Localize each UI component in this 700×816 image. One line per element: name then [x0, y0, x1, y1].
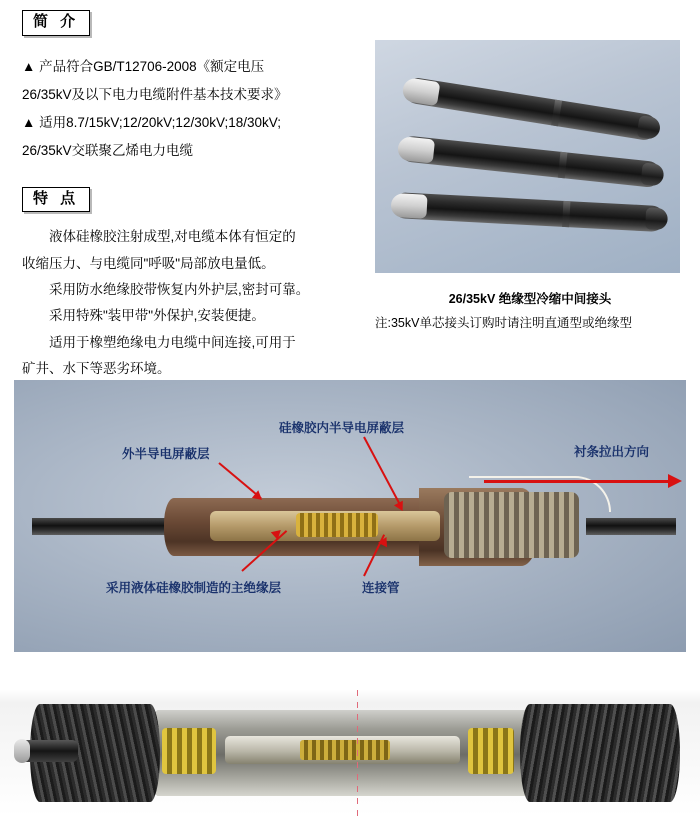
stress-cone-left [162, 728, 216, 774]
joint-end-cap [645, 207, 668, 230]
cable-right-shape [586, 518, 676, 535]
intro-heading: 简 介 [22, 10, 90, 36]
joint-body-shape [403, 76, 659, 142]
stress-cone-right [468, 728, 514, 774]
center-axis-line [357, 690, 358, 816]
photo-caption: 26/35kV 绝缘型冷缩中间接头 [448, 292, 612, 306]
label-pull-direction: 衬条拉出方向 [574, 445, 650, 459]
intro-item: ▲ 适用8.7/15kV;12/20kV;12/30kV;18/30kV; [22, 115, 282, 131]
joint-end-cap [636, 115, 661, 140]
connector-tube-shape [296, 513, 378, 537]
joint-body-shape [392, 192, 665, 232]
joint-white-tip [397, 136, 435, 164]
feature-line: 采用防水绝缘胶带恢复内外护层,密封可靠。 [49, 281, 310, 297]
label-connector: 连接管 [362, 581, 400, 595]
joint-body-shape [399, 135, 662, 188]
connector-tube-shape [300, 740, 390, 760]
joint-white-tip [390, 193, 427, 219]
features-list [22, 224, 364, 382]
photo-caption-note: 注:35kV单芯接头订购时请注明直通型或绝缘型 [375, 316, 632, 330]
joint-band [562, 201, 570, 227]
label-main-insulation: 采用液体硅橡胶制造的主绝缘层 [106, 581, 282, 595]
features-heading: 特 点 [22, 187, 90, 213]
features-heading-wrap [22, 187, 362, 213]
label-outer-shield: 外半导电屏蔽层 [122, 447, 210, 461]
cable-joint-sample [392, 192, 665, 232]
cable-joint-sample [403, 76, 659, 142]
label-inner-shield: 硅橡胶内半导电屏蔽层 [279, 421, 405, 435]
bottom-product-photo [0, 690, 700, 816]
feature-line: 收缩压力、与电缆同"呼吸"局部放电量低。 [22, 255, 275, 271]
product-photo [375, 40, 680, 273]
intro-item: 26/35kV及以下电力电缆附件基本技术要求》 [22, 86, 288, 102]
feature-line: 矿井、水下等恶劣环境。 [22, 360, 171, 376]
feature-line: 采用特殊"装甲带"外保护,安装便捷。 [49, 308, 265, 324]
joint-end-cap [641, 162, 665, 186]
intro-item: 26/35kV交联聚乙烯电力电缆 [22, 143, 194, 159]
direction-arrow [484, 480, 669, 483]
intro-item: ▲ 产品符合GB/T12706-2008《额定电压 [22, 58, 265, 74]
feature-line: 液体硅橡胶注射成型,对电缆本体有恒定的 [49, 229, 296, 245]
cutaway-diagram [14, 380, 686, 652]
cable-joint-sample [399, 135, 662, 188]
armour-tape-right [520, 704, 680, 802]
cable-end-tip [14, 739, 30, 763]
intro-list [22, 54, 362, 165]
joint-white-tip [401, 77, 440, 106]
feature-line: 适用于橡塑绝缘电力电缆中间连接,可用于 [49, 334, 296, 350]
intro-section [22, 10, 362, 382]
